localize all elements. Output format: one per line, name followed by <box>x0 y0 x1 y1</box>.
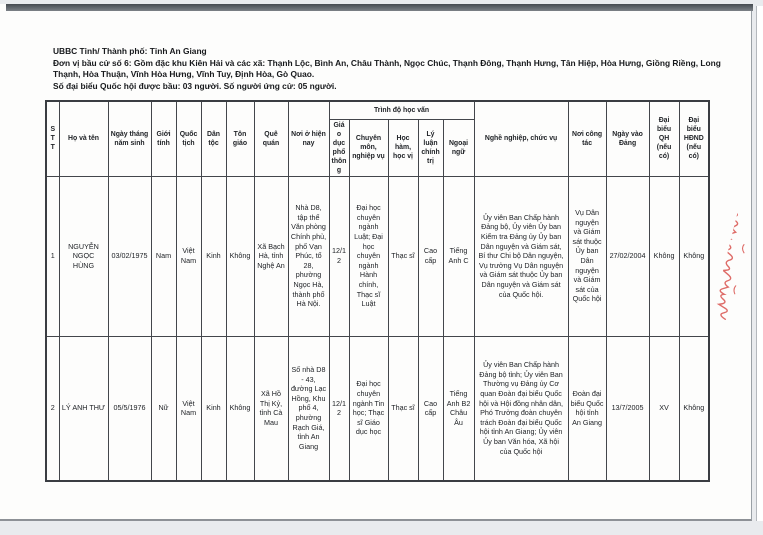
col-header-deputy-hdnd: Đại biểu HĐND (nếu có) <box>679 101 709 176</box>
cell-stt: 2 <box>46 336 59 481</box>
cell-gender: Nam <box>151 176 176 336</box>
cell-edu-degree: Thạc sĩ <box>388 176 418 336</box>
cell-deputy-qh: Không <box>649 176 679 336</box>
cell-occupation: Ủy viên Ban Chấp hành Đảng bộ tỉnh; Ủy viên Ban Thường vụ Đảng ủy Cơ quan Đoàn đại biểu Quốc hội và Hội đồng nhân dân, Phó Trưởng đoàn chuyên trách Đoàn đại biểu Quốc hội tỉnh An Giang; Ủy viên Ủy ban Văn hóa, Xã hội của Quốc hội <box>474 336 568 481</box>
cell-occupation: Ủy viên Ban Chấp hành Đảng bộ, Ủy viên Ủy ban Kiểm tra Đảng ủy Ủy ban Dân nguyện và Giám sát, Bí thư Chi bộ Dân nguyện, Vụ trưởng Vụ Dân nguyện và Giám sát thuộc Ủy ban Dân nguyện và Giám sát của Quốc hội. <box>474 176 568 336</box>
col-header-occupation: Nghề nghiệp, chức vụ <box>474 101 568 176</box>
cell-hometown: Xã Hồ Thị Kỷ, tỉnh Cà Mau <box>254 336 288 481</box>
col-header-stt: STT <box>46 101 59 176</box>
doc-title-unit: Đơn vị bầu cử số 6: Gồm đặc khu Kiên Hải và các xã: Thạnh Lộc, Bình An, Châu Thành, Ngọc Chúc, Thạnh Đông, Thạnh Hưng, Tân Hiệp, Hòa Hưng, Giồng Riềng, Long Thạnh, Hòa Thuận, Vĩnh Hòa Hưng, Vĩnh Tuy, Định Hòa, Gò Quao. <box>53 57 721 80</box>
cell-religion: Không <box>226 176 254 336</box>
col-header-edu-language: Ngoại ngữ <box>443 119 474 176</box>
cell-edu-politics: Cao cấp <box>418 176 443 336</box>
cell-deputy-hdnd: Không <box>679 176 709 336</box>
cell-residence: Số nhà D8 - 43, đường Lạc Hồng, Khu phố 4, phường Rạch Giá, tỉnh An Giang <box>288 336 329 481</box>
col-header-dob: Ngày tháng năm sinh <box>108 101 151 176</box>
cell-nationality: Việt Nam <box>176 176 201 336</box>
col-header-nationality: Quốc tịch <box>176 101 201 176</box>
cell-hometown: Xã Bạch Hà, tỉnh Nghệ An <box>254 176 288 336</box>
table-row-candidate-1 <box>46 176 709 336</box>
col-header-workplace: Nơi công tác <box>568 101 606 176</box>
cell-edu-general: 12/12 <box>329 176 349 336</box>
next-page-edge <box>756 6 763 521</box>
col-header-religion: Tôn giáo <box>226 101 254 176</box>
cell-edu-degree: Thạc sĩ <box>388 336 418 481</box>
col-header-hometown: Quê quán <box>254 101 288 176</box>
cell-gender: Nữ <box>151 336 176 481</box>
cell-religion: Không <box>226 336 254 481</box>
col-header-party-date: Ngày vào Đảng <box>606 101 649 176</box>
document-header <box>53 46 721 92</box>
cell-workplace: Vụ Dân nguyện và Giám sát thuộc Ủy ban Dân nguyện và Giám sát của Quốc hội <box>568 176 606 336</box>
cell-edu-professional: Đại học chuyên ngành Tin học; Thạc sĩ Giáo dục học <box>349 336 388 481</box>
cell-dob: 05/5/1976 <box>108 336 151 481</box>
cell-name: LÝ ANH THƯ <box>59 336 108 481</box>
col-header-gender: Giới tính <box>151 101 176 176</box>
cell-dob: 03/02/1975 <box>108 176 151 336</box>
col-header-ethnicity: Dân tộc <box>201 101 226 176</box>
col-header-edu-professional: Chuyên môn, nghiệp vụ <box>349 119 388 176</box>
cell-stt: 1 <box>46 176 59 336</box>
table-header-group-row <box>46 101 709 119</box>
cell-deputy-qh: XV <box>649 336 679 481</box>
doc-title-counts: Số đại biểu Quốc hội được bầu: 03 người. Số người ứng cử: 05 người. <box>53 80 337 91</box>
col-header-edu-general: Giáo dục phổ thông <box>329 119 349 176</box>
col-header-deputy-qh: Đại biểu QH (nếu có) <box>649 101 679 176</box>
cell-edu-language: Tiếng Anh B2 Châu Âu <box>443 336 474 481</box>
cell-ethnicity: Kinh <box>201 336 226 481</box>
cell-name: NGUYỄN NGỌC HÙNG <box>59 176 108 336</box>
table-row-candidate-2 <box>46 336 709 481</box>
col-header-education-group: Trình độ học vấn <box>329 101 474 119</box>
cell-edu-general: 12/12 <box>329 336 349 481</box>
cell-nationality: Việt Nam <box>176 336 201 481</box>
cell-deputy-hdnd: Không <box>679 336 709 481</box>
cell-residence: Nhà D8, tập thể Văn phòng Chính phủ, phố Vạn Phúc, tổ 28, phường Ngọc Hà, thành phố Hà Nội. <box>288 176 329 336</box>
col-header-edu-politics: Lý luận chính trị <box>418 119 443 176</box>
col-header-residence: Nơi ở hiện nay <box>288 101 329 176</box>
candidate-table <box>45 100 710 482</box>
cell-workplace: Đoàn đại biểu Quốc hội tỉnh An Giang <box>568 336 606 481</box>
col-header-edu-degree: Học hàm, học vị <box>388 119 418 176</box>
cell-ethnicity: Kinh <box>201 176 226 336</box>
page-top-edge <box>6 4 753 11</box>
cell-party-date: 27/02/2004 <box>606 176 649 336</box>
col-header-name: Họ và tên <box>59 101 108 176</box>
cell-edu-language: Tiếng Anh C <box>443 176 474 336</box>
cell-party-date: 13/7/2005 <box>606 336 649 481</box>
cell-edu-professional: Đại học chuyên ngành Luật; Đại học chuyên ngành Hành chính, Thạc sĩ Luật <box>349 176 388 336</box>
cell-edu-politics: Cao cấp <box>418 336 443 481</box>
doc-title-ubbc: UBBC Tỉnh/ Thành phố: Tỉnh An Giang <box>53 46 207 56</box>
